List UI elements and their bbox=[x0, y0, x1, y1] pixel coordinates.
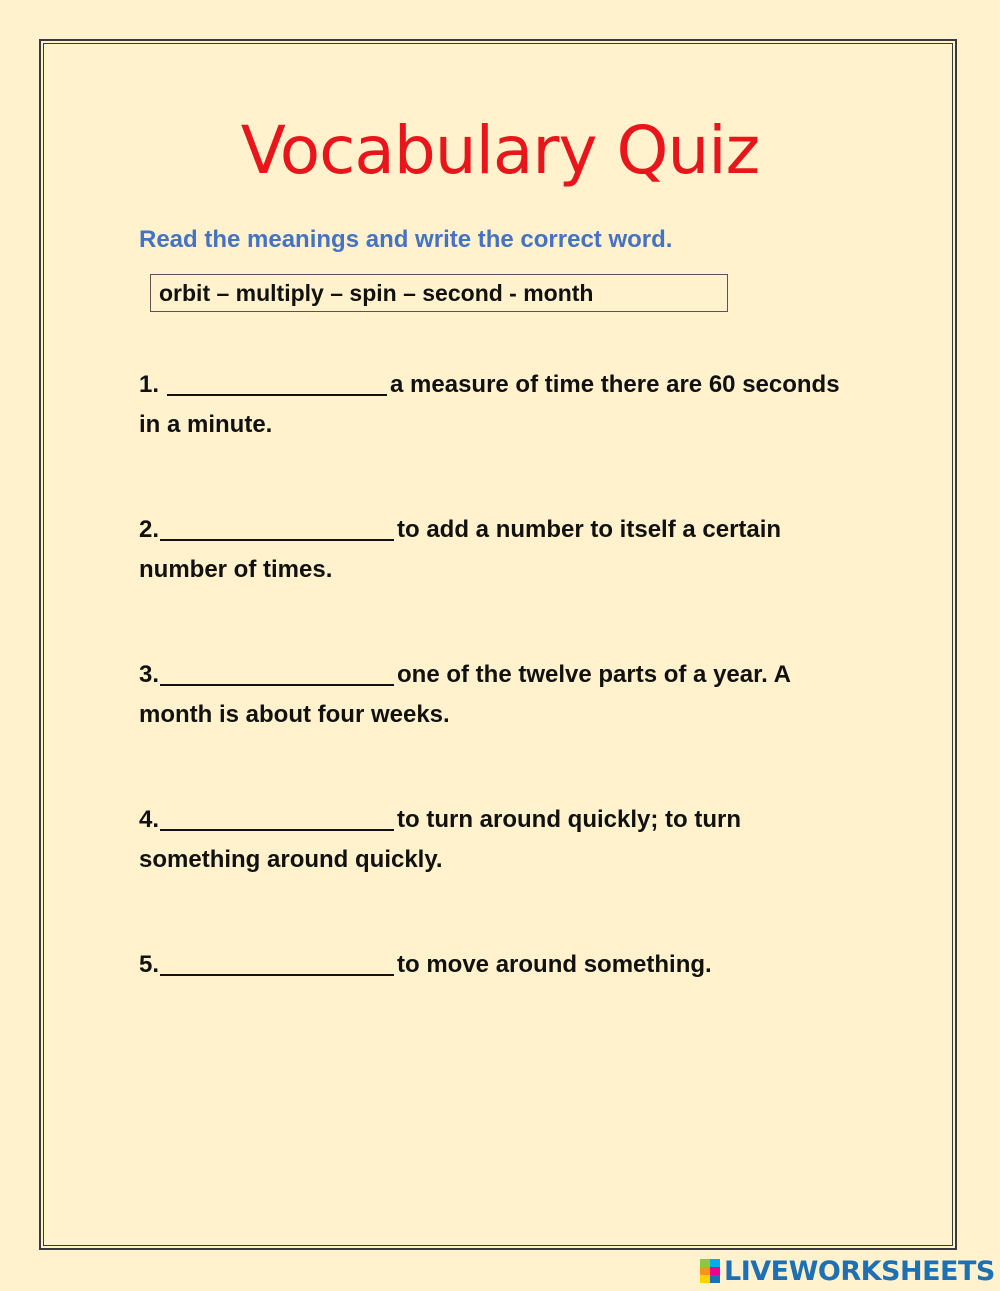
question-definition: a measure of time there are 60 seconds in a minute. bbox=[139, 371, 840, 438]
question-number: 4. bbox=[139, 806, 160, 833]
answer-blank-3[interactable] bbox=[160, 656, 394, 686]
instructions-text: Read the meanings and write the correct word. bbox=[139, 226, 673, 253]
liveworksheets-logo-icon bbox=[700, 1259, 720, 1283]
question-4 bbox=[139, 800, 859, 880]
answer-blank-1[interactable] bbox=[167, 366, 387, 396]
question-number: 1. bbox=[139, 371, 160, 398]
word-bank-box: orbit – multiply – spin – second - month bbox=[150, 274, 728, 312]
question-number: 5. bbox=[139, 951, 160, 978]
question-definition: to add a number to itself a certain number of times. bbox=[139, 516, 782, 583]
liveworksheets-logo[interactable] bbox=[700, 1257, 995, 1285]
question-definition: to turn around quickly; to turn something around quickly. bbox=[139, 806, 741, 873]
page-title: Vocabulary Quiz bbox=[240, 112, 760, 189]
question-2 bbox=[139, 510, 859, 590]
answer-blank-5[interactable] bbox=[160, 946, 394, 976]
answer-blank-2[interactable] bbox=[160, 511, 394, 541]
logo-text: LIVEWORKSHEETS bbox=[724, 1255, 995, 1287]
answer-blank-4[interactable] bbox=[160, 801, 394, 831]
question-definition: one of the twelve parts of a year. A month is about four weeks. bbox=[139, 661, 791, 728]
question-number: 2. bbox=[139, 516, 160, 543]
question-3 bbox=[139, 655, 859, 735]
page-border-inner bbox=[43, 43, 953, 1246]
question-number: 3. bbox=[139, 661, 160, 688]
question-definition: to move around something. bbox=[397, 951, 712, 978]
question-1 bbox=[139, 365, 859, 445]
question-5 bbox=[139, 945, 859, 985]
